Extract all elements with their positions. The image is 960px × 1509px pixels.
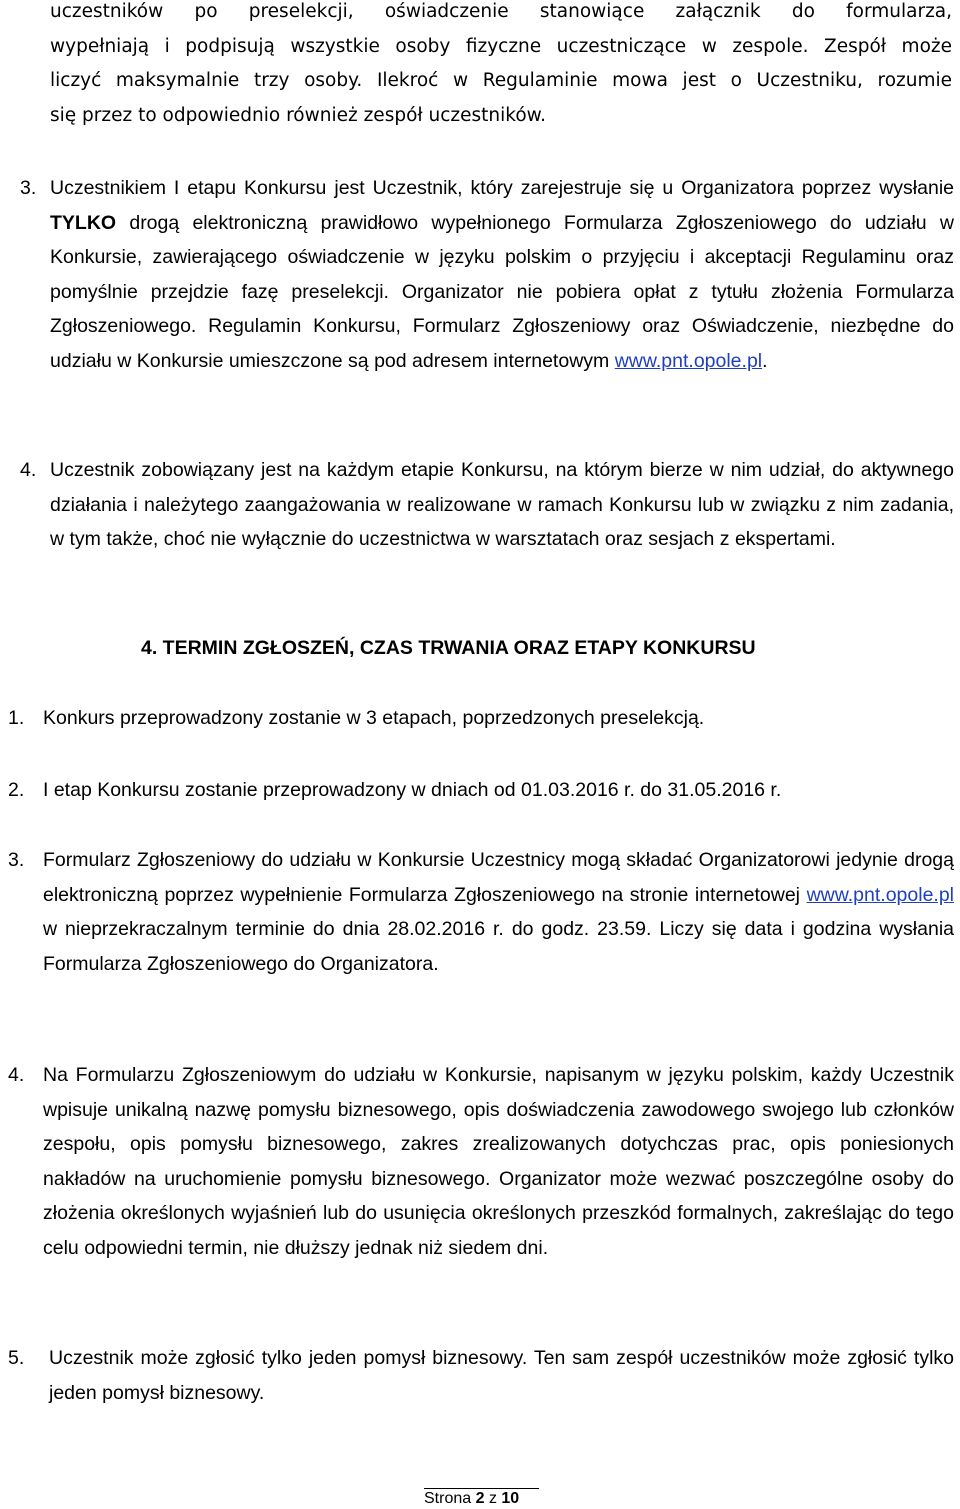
intro-paragraph: [50, 0, 952, 133]
paragraph-3-number: 3.: [20, 177, 37, 199]
item-1-number: 1.: [8, 707, 25, 729]
footer-of: z: [488, 1490, 497, 1507]
paragraph-3-text-c: .: [762, 349, 768, 372]
item-5-number: 5.: [8, 1347, 25, 1369]
page-footer: [424, 1489, 519, 1509]
paragraph-3-bold: TYLKO: [50, 211, 117, 234]
paragraph-4-text: Uczestnik zobowiązany jest na każdym etapie Konkursu, na którym bierze w nim udział, do aktywnego działania i należytego zaangażowania w realizowane w ramach Konkursu lub w związku z nim zadania, w tym także, choć nie wyłącznie do uczestnictwa w warsztatach oraz sesjach z ekspertami.: [50, 459, 954, 550]
paragraph-3: [50, 171, 954, 378]
item-4-text: Na Formularzu Zgłoszeniowym do udziału w Konkursie, napisanym w języku polskim, każdy Uczestnik wpisuje unikalną nazwę pomysłu biznesowego, opis doświadczenia zawodowego swojego lub członków zespołu, opis pomysłu biznesowego, zakres zrealizowanych dotychczas prac, opis poniesionych nakładów na uruchomienie pomysłu biznesowego. Organizator może wezwać poszczególne osoby do złożenia określonych wyjaśnień lub do usunięcia określonych przeszkód formalnych, zakreślając do tego celu odpowiedni termin, nie dłuższy jednak niż siedem dni.: [43, 1064, 954, 1259]
website-link[interactable]: www.pnt.opole.pl: [614, 349, 763, 372]
item-1-text: Konkurs przeprowadzony zostanie w 3 etapach, poprzedzonych preselekcją.: [43, 707, 705, 729]
footer-prefix: Strona: [424, 1490, 472, 1507]
item-3-text-a: Formularz Zgłoszeniowy do udziału w Konkursie Uczestnicy mogą składać Organizatorowi jedynie drogą elektroniczną poprzez wypełnienie Formularza Zgłoszeniowego na stronie internetowej: [43, 849, 954, 906]
paragraph-4: [50, 453, 954, 557]
intro-line-1: uczestników po preselekcji, oświadczenie stanowiące załącznik do formularza,: [50, 1, 952, 22]
intro-line-2: wypełniają i podpisują wszystkie osoby fizyczne uczestniczące w zespole. Zespół może: [50, 35, 952, 57]
item-1: [43, 701, 954, 736]
item-3-number: 3.: [8, 849, 25, 871]
item-3-text-b: w nieprzekraczalnym terminie do dnia 28.02.2016 r. do godz. 23.59. Liczy się data i godzina wysłania Formularza Zgłoszeniowego do Organizatora.: [43, 918, 954, 975]
intro-line-3: liczyć maksymalnie trzy osoby. Ilekroć w Regulaminie mowa jest o Uczestniku, rozumie: [50, 70, 952, 91]
paragraph-4-number: 4.: [20, 459, 37, 481]
item-4-number: 4.: [8, 1064, 25, 1086]
paragraph-3-text-a: Uczestnikiem I etapu Konkursu jest Uczestnik, który zarejestruje się u Organizatora poprzez wysłanie: [50, 177, 954, 199]
item-5-text: Uczestnik może zgłosić tylko jeden pomysł biznesowy. Ten sam zespół uczestników może zgłosić tylko jeden pomysł biznesowy.: [49, 1347, 954, 1404]
footer-current-page: 2: [475, 1490, 485, 1507]
paragraph-3-text-b: drogą elektroniczną prawidłowo wypełnionego Formularza Zgłoszeniowego do udziału w Konkursie, zawierającego oświadczenie w języku polskim o przyjęciu i akceptacji Regulaminu oraz pomyślnie przejdzie fazę preselekcji. Organizator nie pobiera opłat z tytułu złożenia Formularza Zgłoszeniowego. Regulamin Konkursu, Formularz Zgłoszeniowy oraz Oświadczenie, niezbędne do udziału w Konkursie umieszczone są pod adresem internetowym: [50, 211, 954, 372]
item-3: [43, 843, 954, 981]
website-link-2[interactable]: www.pnt.opole.pl: [806, 883, 955, 906]
footer-total-pages: 10: [501, 1490, 520, 1507]
section-heading: 4. TERMIN ZGŁOSZEŃ, CZAS TRWANIA ORAZ ETAPY KONKURSU: [141, 637, 756, 659]
item-2-text: I etap Konkursu zostanie przeprowadzony w dniach od 01.03.2016 r. do 31.05.2016 r.: [43, 779, 782, 801]
intro-line-4: się przez to odpowiednio również zespół uczestników.: [50, 104, 546, 126]
item-2-number: 2.: [8, 779, 25, 801]
item-5: [49, 1341, 954, 1410]
item-2: [43, 773, 954, 808]
item-4: [43, 1058, 954, 1265]
